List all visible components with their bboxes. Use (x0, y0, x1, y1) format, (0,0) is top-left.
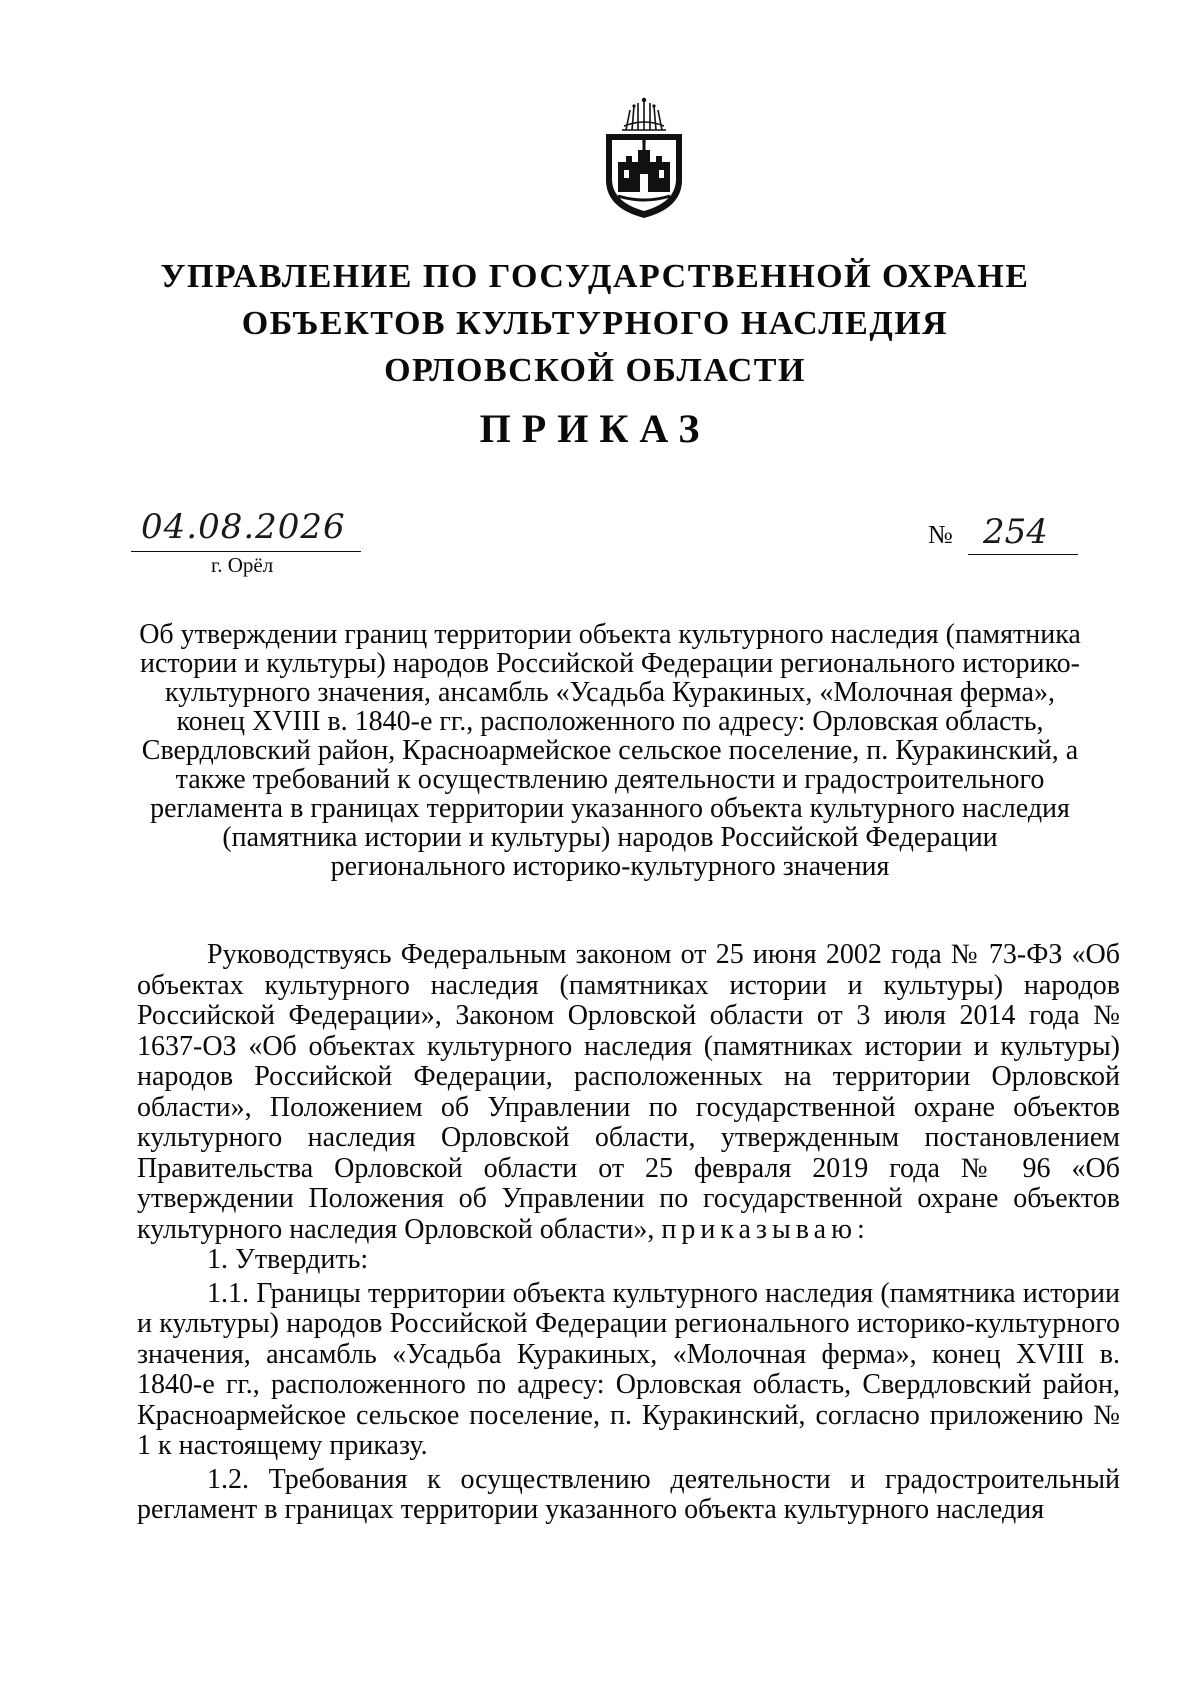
order-body (137, 940, 1120, 1526)
document-type: ПРИКАЗ (479, 406, 711, 451)
org-line-3: ОРЛОВСКОЙ ОБЛАСТИ (384, 352, 806, 389)
item-1-1: 1.1. Границы территории объекта культурного наследия (памятника истории и культуры) народов Российской Федерации регионального историко-культурного значения, ансамбль «Усадьба Куракиных, «Молочная ферма», конец XVIII в. 1840-е гг., расположенного по адресу: Орловская область, Свердловский район, Красноармейское сельское поселение, п. Куракинский, согласно приложению № 1 к настоящему приказу. (137, 1277, 1120, 1461)
date-underline (131, 551, 361, 552)
org-line-1: УПРАВЛЕНИЕ ПО ГОСУДАРСТВЕННОЙ ОХРАНЕ (160, 258, 1030, 295)
number-sign: № (928, 520, 953, 549)
handwritten-date: 04.08.2026 (141, 507, 346, 547)
preamble-paragraph (137, 940, 1120, 1245)
number-underline (968, 554, 1078, 555)
order-subject: Об утверждении границ территории объекта культурного наследия (памятника истории и культуры) народов Российской Федерации регионального историко-культурного значения, ансамбль «Усадьба Куракиных, «Молочная ферма», конец XVIII в. 1840-е гг., расположенного по адресу: Орловская область, Свердловский район, Красноармейское сельское поселение, п. Куракинский, а также требований к осуществлению деятельности и градостроительного регламента в границах территории указанного объекта культурного наследия (памятника истории и культуры) народов Российской Федерации регионального историко-культурного значения (139, 619, 1081, 882)
item-1: 1. Утвердить: (207, 1244, 369, 1275)
city-label: г. Орёл (211, 553, 274, 577)
preamble-text: Руководствуясь Федеральным законом от 25 июня 2002 года № 73-ФЗ «Об объектах культурного наследия (памятниках истории и культуры) народов Российской Федерации», Законом Орловской области от 3 июля 2014 года № 1637-ОЗ «Об объектах культурного наследия (памятниках истории и культуры) народов Российской Федерации, расположенных на территории Орловской области», Положением об Управлении по государственной охране объектов культурного наследия Орловской области, утвержденным постановлением Правительства Орловской области от 25 февраля 2019 года № 96 «Об утверждении Положения об Управлении по государственной охране объектов культурного наследия Орловской области», (137, 939, 1120, 1245)
handwritten-number: 254 (983, 512, 1048, 552)
organization-title (150, 253, 1040, 394)
item-1-2: 1.2. Требования к осуществлению деятельности и градостроительный регламент в границах территории указанного объекта культурного наследия (137, 1463, 1120, 1525)
org-line-2: ОБЪЕКТОВ КУЛЬТУРНОГО НАСЛЕДИЯ (241, 305, 949, 342)
orel-oblast-coat-of-arms-icon (596, 96, 692, 220)
order-word: приказываю: (661, 1213, 870, 1245)
